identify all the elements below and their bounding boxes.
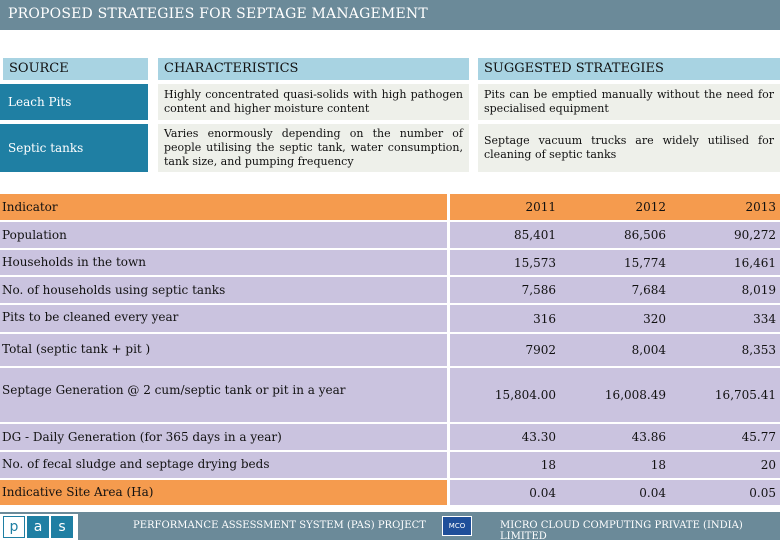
row-label: Households in the town [0,249,447,276]
cell-value: 16,705.41 [670,367,780,423]
row-label: Total (septic tank + pit ) [0,333,447,367]
suggested-strategies-header: SUGGESTED STRATEGIES [478,58,780,80]
cell-value: 86,506 [560,222,670,249]
table-row [0,304,780,333]
row-label: No. of fecal sludge and septage drying beds [0,451,447,479]
title-bar [0,0,780,30]
cell-value: 316 [450,304,560,333]
table-row [0,423,780,451]
cell-value: 8,353 [670,333,780,367]
cell-value: 0.04 [560,479,670,505]
cell-value: 7,684 [560,276,670,304]
year-header: 2011 [450,194,560,220]
cell-value: 18 [560,451,670,479]
cell-value: 0.05 [670,479,780,505]
cell-value: 43.30 [450,423,560,451]
row-label: Population [0,222,447,249]
table-row [0,479,780,505]
cell-value: 15,573 [450,249,560,276]
indicator-table [0,194,780,505]
cell-value: 320 [560,304,670,333]
source-septic-tanks: Septic tanks [0,124,148,172]
cell-value: 20 [670,451,780,479]
footer-company-text: MICRO CLOUD COMPUTING PRIVATE (INDIA) LIMITED [500,520,743,540]
cell-value: 15,804.00 [450,367,560,423]
characteristics-leach-pits: Highly concentrated quasi-solids with high pathogen content and higher moisture content [158,84,469,120]
mco-logo: MCO [442,516,472,536]
cell-value: 18 [450,451,560,479]
row-label: No. of households using septic tanks [0,276,447,304]
table-row [0,222,780,249]
cell-value: 7902 [450,333,560,367]
indicator-header-row [0,194,780,220]
table-row [0,451,780,479]
pas-logo [0,514,78,540]
cell-value: 8,019 [670,276,780,304]
cell-value: 43.86 [560,423,670,451]
table-row [0,333,780,367]
cell-value: 85,401 [450,222,560,249]
cell-value: 16,461 [670,249,780,276]
table-row [0,367,780,423]
source-leach-pits: Leach Pits [0,84,148,120]
footer-project-text: PERFORMANCE ASSESSMENT SYSTEM (PAS) PROJECT [133,520,426,531]
page-title: PROPOSED STRATEGIES FOR SEPTAGE MANAGEMENT [8,6,428,22]
logo-letter: p [3,516,25,538]
year-header: 2013 [670,194,780,220]
row-label: Indicative Site Area (Ha) [0,479,447,505]
strategy-leach-pits: Pits can be emptied manually without the need for specialised equipment [478,84,780,120]
indicator-header-label: Indicator [0,194,447,220]
cell-value: 7,586 [450,276,560,304]
cell-value: 90,272 [670,222,780,249]
row-label: Pits to be cleaned every year [0,304,447,333]
characteristics-header: CHARACTERISTICS [158,58,469,80]
logo-letter: s [51,516,73,538]
characteristics-septic-tanks: Varies enormously depending on the number of people utilising the septic tank, water consumption, tank size, and pumping frequency [158,124,469,172]
cell-value: 15,774 [560,249,670,276]
table-row [0,249,780,276]
cell-value: 334 [670,304,780,333]
strategy-septic-tanks: Septage vacuum trucks are widely utilised for cleaning of septic tanks [478,124,780,172]
cell-value: 16,008.49 [560,367,670,423]
logo-letter: a [27,516,49,538]
table-row [0,276,780,304]
year-header: 2012 [560,194,670,220]
source-header: SOURCE [3,58,148,80]
row-label: Septage Generation @ 2 cum/septic tank or pit in a year [0,367,447,423]
cell-value: 8,004 [560,333,670,367]
cell-value: 0.04 [450,479,560,505]
row-label: DG - Daily Generation (for 365 days in a year) [0,423,447,451]
cell-value: 45.77 [670,423,780,451]
